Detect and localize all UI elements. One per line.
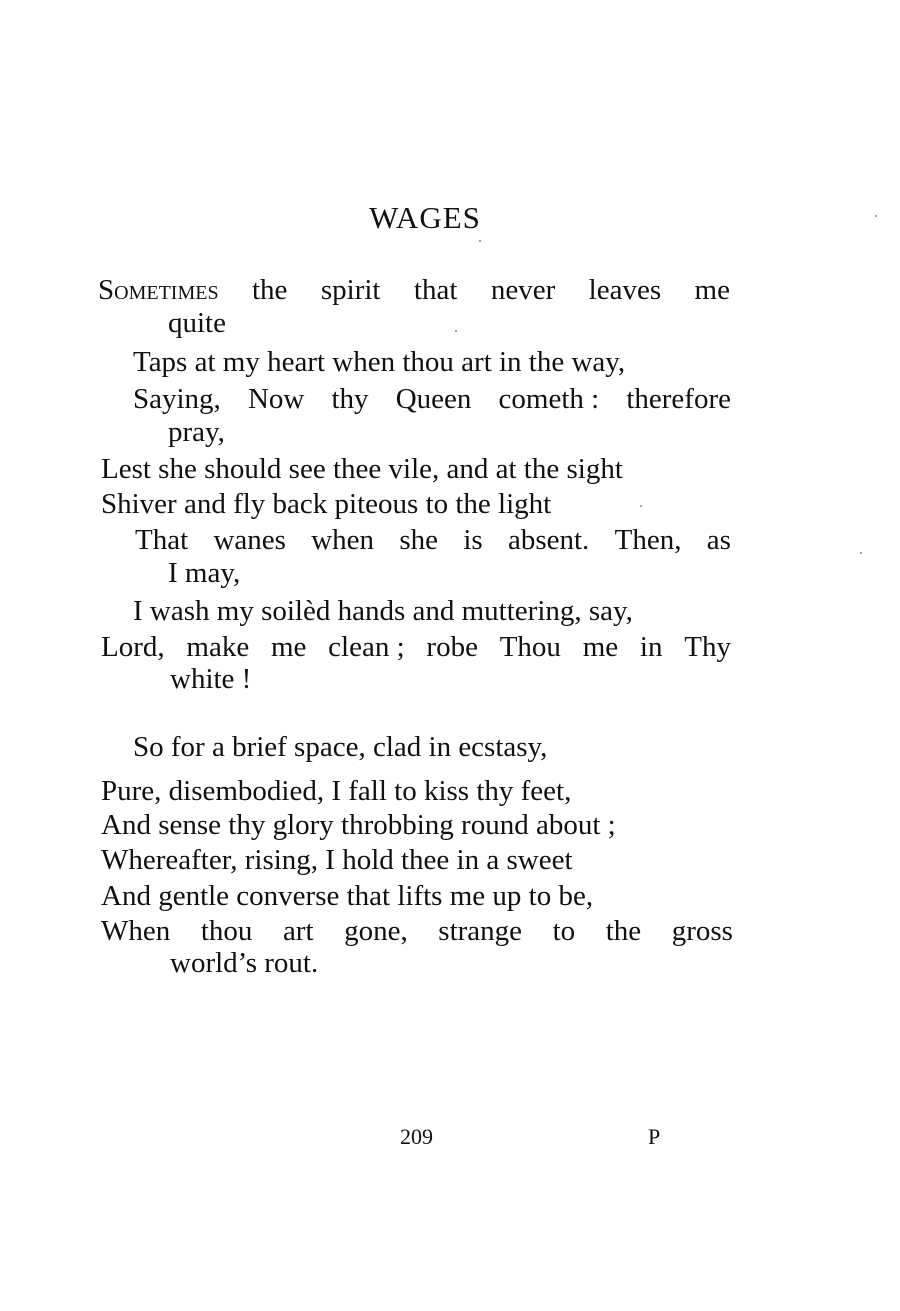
word: the xyxy=(252,274,288,306)
scan-speck xyxy=(455,330,457,332)
word: she xyxy=(399,524,439,556)
word: Saying, xyxy=(133,383,221,415)
stanza1-line3-continuation: pray, xyxy=(168,416,225,448)
stanza1-line6 xyxy=(135,523,731,557)
scan-speck xyxy=(860,552,862,554)
word: to xyxy=(552,915,576,947)
stanza2-line5: And gentle converse that lifts me up to be, xyxy=(101,880,594,912)
stanza2-line6-continuation: world’s rout. xyxy=(170,947,319,979)
word: robe xyxy=(426,631,478,663)
poem-title: WAGES xyxy=(369,200,481,235)
word: spirit xyxy=(320,274,381,306)
word: me xyxy=(270,631,307,663)
scan-speck xyxy=(640,505,642,507)
stanza1-line8-continuation: white ! xyxy=(170,663,252,695)
scan-speck xyxy=(875,215,877,217)
word: make xyxy=(186,631,250,663)
stanza1-line1 xyxy=(98,273,730,307)
word: That xyxy=(135,524,189,556)
word: clean ; xyxy=(328,631,405,663)
word: strange xyxy=(438,915,523,947)
stanza2-line1: So for a brief space, clad in ecstasy, xyxy=(133,731,548,763)
word: me xyxy=(694,274,730,306)
word: Lord, xyxy=(101,631,165,663)
stanza1-line4: Lest she should see thee vile, and at the sight xyxy=(101,453,623,485)
word: the xyxy=(605,915,642,947)
word: wanes xyxy=(213,524,286,556)
word: leaves xyxy=(588,274,662,306)
word: when xyxy=(311,524,375,556)
stanza1-line5: Shiver and fly back piteous to the light xyxy=(101,488,552,520)
stanza2-line2: Pure, disembodied, I fall to kiss thy feet, xyxy=(101,775,572,807)
word: thou xyxy=(200,915,253,947)
word: thy xyxy=(331,383,369,415)
stanza2-line4: Whereafter, rising, I hold thee in a sweet xyxy=(101,844,573,876)
signature-mark: P xyxy=(648,1124,661,1149)
drop-word: Sometimes xyxy=(98,274,219,306)
stanza1-line7: I wash my soilèd hands and muttering, say, xyxy=(133,595,633,627)
word: cometh : xyxy=(498,383,600,415)
word: as xyxy=(706,524,731,556)
word: Thy xyxy=(684,631,731,663)
word: never xyxy=(490,274,556,306)
word: is xyxy=(463,524,483,556)
stanza1-line2: Taps at my heart when thou art in the way, xyxy=(133,346,626,378)
word: gone, xyxy=(344,915,408,947)
stanza1-line3 xyxy=(133,382,731,416)
scan-speck xyxy=(479,240,481,242)
word: in xyxy=(639,631,663,663)
word: me xyxy=(582,631,619,663)
word: Thou xyxy=(499,631,561,663)
stanza1-line1-continuation: quite xyxy=(168,307,226,339)
word: gross xyxy=(671,915,733,947)
word: that xyxy=(413,274,458,306)
word: Queen xyxy=(395,383,472,415)
stanza1-line6-continuation: I may, xyxy=(168,557,241,589)
page-number: 209 xyxy=(400,1124,433,1149)
word: therefore xyxy=(626,383,731,415)
word: Now xyxy=(247,383,305,415)
word: absent. xyxy=(507,524,590,556)
word: art xyxy=(282,915,314,947)
stanza1-line8 xyxy=(101,630,731,664)
stanza2-line6 xyxy=(101,914,733,948)
stanza2-line3: And sense thy glory throbbing round about ; xyxy=(101,809,616,841)
word: When xyxy=(101,915,171,947)
word: Then, xyxy=(614,524,682,556)
